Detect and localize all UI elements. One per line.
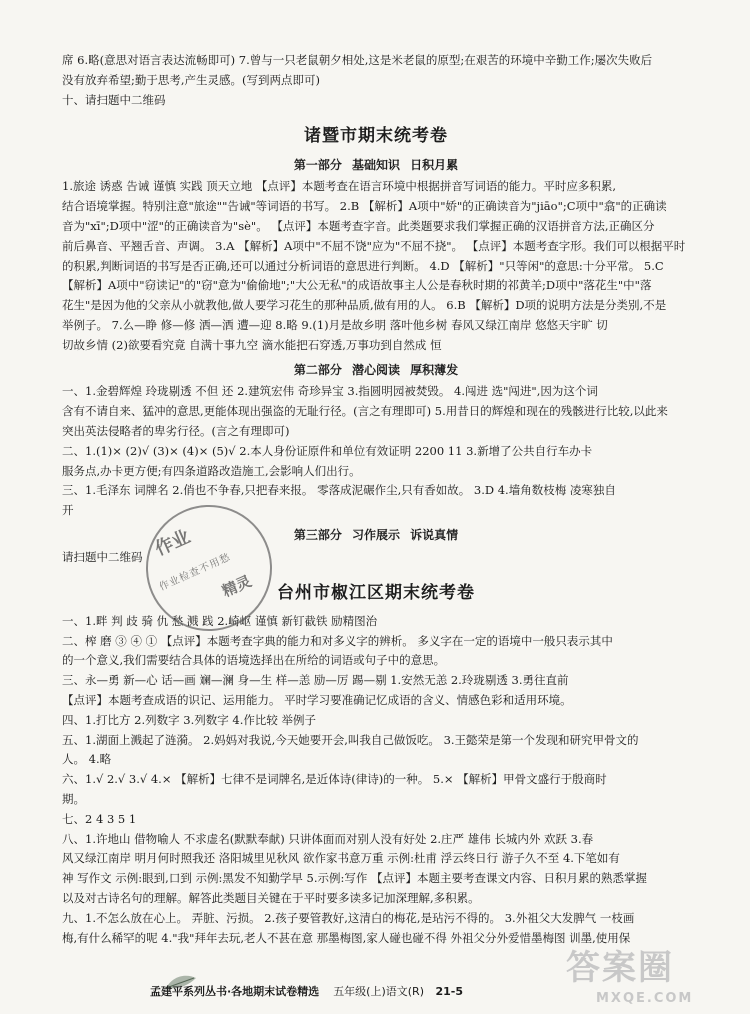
- text-line: 二、榨 磨 ③ ④ ① 【点评】本题考查字典的能力和对多义字的辨析。 多义字在一定的语境中一般只表示其中: [62, 633, 613, 648]
- text-line: 音为"xī";D项中"涩"的正确读音为"sè"。 【点评】本题考查字音。此类题要求我们掌握正确的汉语拼音方法,正确区分: [62, 219, 655, 233]
- text-line: 四、1.打比方 2.列数字 3.列数字 4.作比较 举例子: [62, 712, 317, 727]
- text-line: 花生"是因为他的父亲从小就教他,做人要学习花生的那种品质,做有用的人。 6.B 【解析】D项的说明方法是分类别,不是: [62, 298, 667, 313]
- stamp-text: 精灵: [219, 571, 255, 601]
- text-line: 请扫题中二维码: [62, 549, 143, 564]
- text-line: 梅,有什么稀罕的呢 4."我"拜年去玩,老人不甚在意 那墨梅图,家人碰也碰不得 外祖父分外爱惜墨梅图 训墨,使用保: [62, 930, 631, 945]
- text-line: 1.旅途 诱惑 告诫 谨慎 实践 顶天立地 【点评】本题考查在语言环境中根据拼音写词语的能力。平时应多积累,: [62, 179, 617, 194]
- part-heading: 第一部分 基础知识 日积月累: [293, 157, 459, 172]
- text-line: 切故乡情 (2)欲要看究竟 自满十事九空 滴水能把石穿透,万事功到自然成 恒: [62, 337, 442, 352]
- zhuji-section: [62, 123, 690, 566]
- text-line: 二、1.(1)× (2)√ (3)× (4)× (5)√ 2.本人身份证原件和单位有效证明 2200 11 3.新增了公共自行车办卡: [62, 443, 593, 458]
- footer-series: 孟建平系列丛书·各地期末试卷精选: [150, 985, 320, 998]
- answer-page: [62, 52, 690, 950]
- text-line: 举例子。 7.么—睁 修—修 洒—洒 遭—迎 8.略 9.(1)月是故乡明 落叶他乡树 春风又绿江南岸 悠悠天宇旷 切: [62, 318, 608, 333]
- text-line: 的一个意义,我们需要结合具体的语境选择出在所给的词语或句子中的意思。: [62, 653, 446, 668]
- text-line: 服务点,办卡更方便;有四条道路改造施工,会影响人们出行。: [62, 463, 361, 478]
- section-title: 诸暨市期末统考卷: [304, 126, 448, 147]
- text-line: 十、请扫题中二维码: [62, 92, 166, 107]
- text-line: 以及对古诗名句的理解。解答此类题目关键在于平时要多读多记加深理解,多积累。: [62, 891, 480, 906]
- text-line: 五、1.湖面上溅起了涟漪。 2.妈妈对我说,今天她要开会,叫我自己做饭吃。 3.王懿荣是第一个发现和研究甲骨文的: [62, 732, 639, 747]
- watermark-text: MXQE.COM: [596, 990, 694, 1006]
- text-line: 三、1.毛泽东 词牌名 2.俏也不争春,只把春来报。 零落成泥碾作尘,只有香如故。 3.D 4.墙角数枝梅 凌寒独自: [62, 483, 616, 498]
- text-line: 突出英法侵略者的卑劣行径。(言之有理即可): [62, 423, 290, 438]
- text-line: 一、1.畔 判 歧 骑 仇 愁 溅 践 2.崎岖 谨慎 新钉截铁 励精图治: [62, 613, 378, 628]
- part1-body: [62, 178, 690, 354]
- part2-body: [62, 383, 690, 520]
- text-line: 的积累,判断词语的书写是否正确,还可以通过分析词语的意思进行判断。 4.D 【解析】"只等闲"的意思:十分平常。 5.C: [62, 258, 664, 273]
- text-line: 含有不请自来、猛冲的意思,更能体现出强盗的无耻行径。(言之有理即可) 5.用昔日的辉煌和现在的残骸进行比较,以此来: [62, 404, 668, 419]
- text-line: 九、1.不怎么放在心上。 弄脏、污损。 2.孩子要管教好,这清白的梅花,是玷污不得的。 3.外祖父大发脾气 一枝画: [62, 910, 635, 925]
- watermark-text: 答案圈: [566, 948, 674, 988]
- text-line: 神 写作文 示例:眼到,口到 示例:黑发不知勤学早 5.示例:写作 【点评】本题主要考查课文内容、日积月累的熟悉掌握: [62, 871, 648, 886]
- text-line: 一、1.金碧辉煌 玲珑剔透 不但 还 2.建筑宏伟 奇珍异宝 3.指圆明园被焚毁。 4.闯进 选"闯进",因为这个词: [62, 384, 598, 399]
- text-line: 没有放弃希望;勤于思考,产生灵感。(写到两点即可): [62, 72, 321, 87]
- taizhou-body: [62, 613, 690, 948]
- section-title: 台州市椒江区期末统考卷: [277, 583, 475, 604]
- footer-grade: 五年级(上)语文(R): [333, 985, 424, 998]
- top-section: [62, 52, 690, 109]
- text-line: 【解析】A项中"窃读记"的"窃"意为"偷偷地";"大公无私"的成语故事主人公是春秋时期的祁黄羊;D项中"落花生"中"落: [62, 278, 652, 293]
- text-line: 开: [62, 503, 74, 518]
- page-number: 21-5: [435, 985, 464, 998]
- part-heading: 第二部分 潜心阅读 厚积薄发: [293, 362, 459, 377]
- text-line: 期。: [62, 792, 85, 807]
- text-line: 【点评】本题考查成语的识记、运用能力。 平时学习要准确记忆成语的含义、情感色彩和适用环境。: [62, 692, 572, 707]
- text-line: 前后鼻音、平翘舌音、声调。 3.A 【解析】A项中"不屈不饶"应为"不屈不挠"。 【点评】本题考查字形。我们可以根据平时: [62, 238, 686, 253]
- text-line: 七、2 4 3 5 1: [62, 811, 137, 826]
- text-line: 三、永—勇 新—心 话—画 斓—澜 身—生 样—恙 励—厉 踢—剔 1.安然无恙 2.玲珑剔透 3.勇往直前: [62, 673, 569, 688]
- stamp-text: 作业检查不用愁: [157, 551, 233, 594]
- taizhou-section: [62, 580, 690, 947]
- text-line: 六、1.√ 2.√ 3.√ 4.× 【解析】七律不是词牌名,是近体诗(律诗)的一种。 5.× 【解析】甲骨文盛行于殷商时: [62, 772, 607, 787]
- stamp-text: 作业: [152, 526, 194, 561]
- text-line: 席 6.略(意思对语言表达流畅即可) 7.曾与一只老鼠朝夕相处,这是米老鼠的原型;在艰苦的环境中辛勤工作;屡次失败后: [62, 53, 653, 67]
- text-line: 八、1.许地山 借物喻人 不求虚名(默默奉献) 只讲体面而对别人没有好处 2.庄严 雄伟 长城内外 欢跃 3.春: [62, 831, 594, 846]
- text-line: 人。 4.略: [62, 752, 112, 767]
- text-line: 风又绿江南岸 明月何时照我还 洛阳城里见秋风 欲作家书意万重 示例:杜甫 浮云终日行 游子久不至 4.下笔如有: [62, 851, 620, 866]
- part-heading: 第三部分 习作展示 诉说真情: [293, 527, 459, 542]
- watermark-logo: [566, 942, 716, 1008]
- text-line: 结合语境掌握。特别注意"旅途""告诫"等词语的书写。 2.B 【解析】A项中"娇"的正确读音为"jiāo";C项中"翕"的正确读: [62, 199, 667, 214]
